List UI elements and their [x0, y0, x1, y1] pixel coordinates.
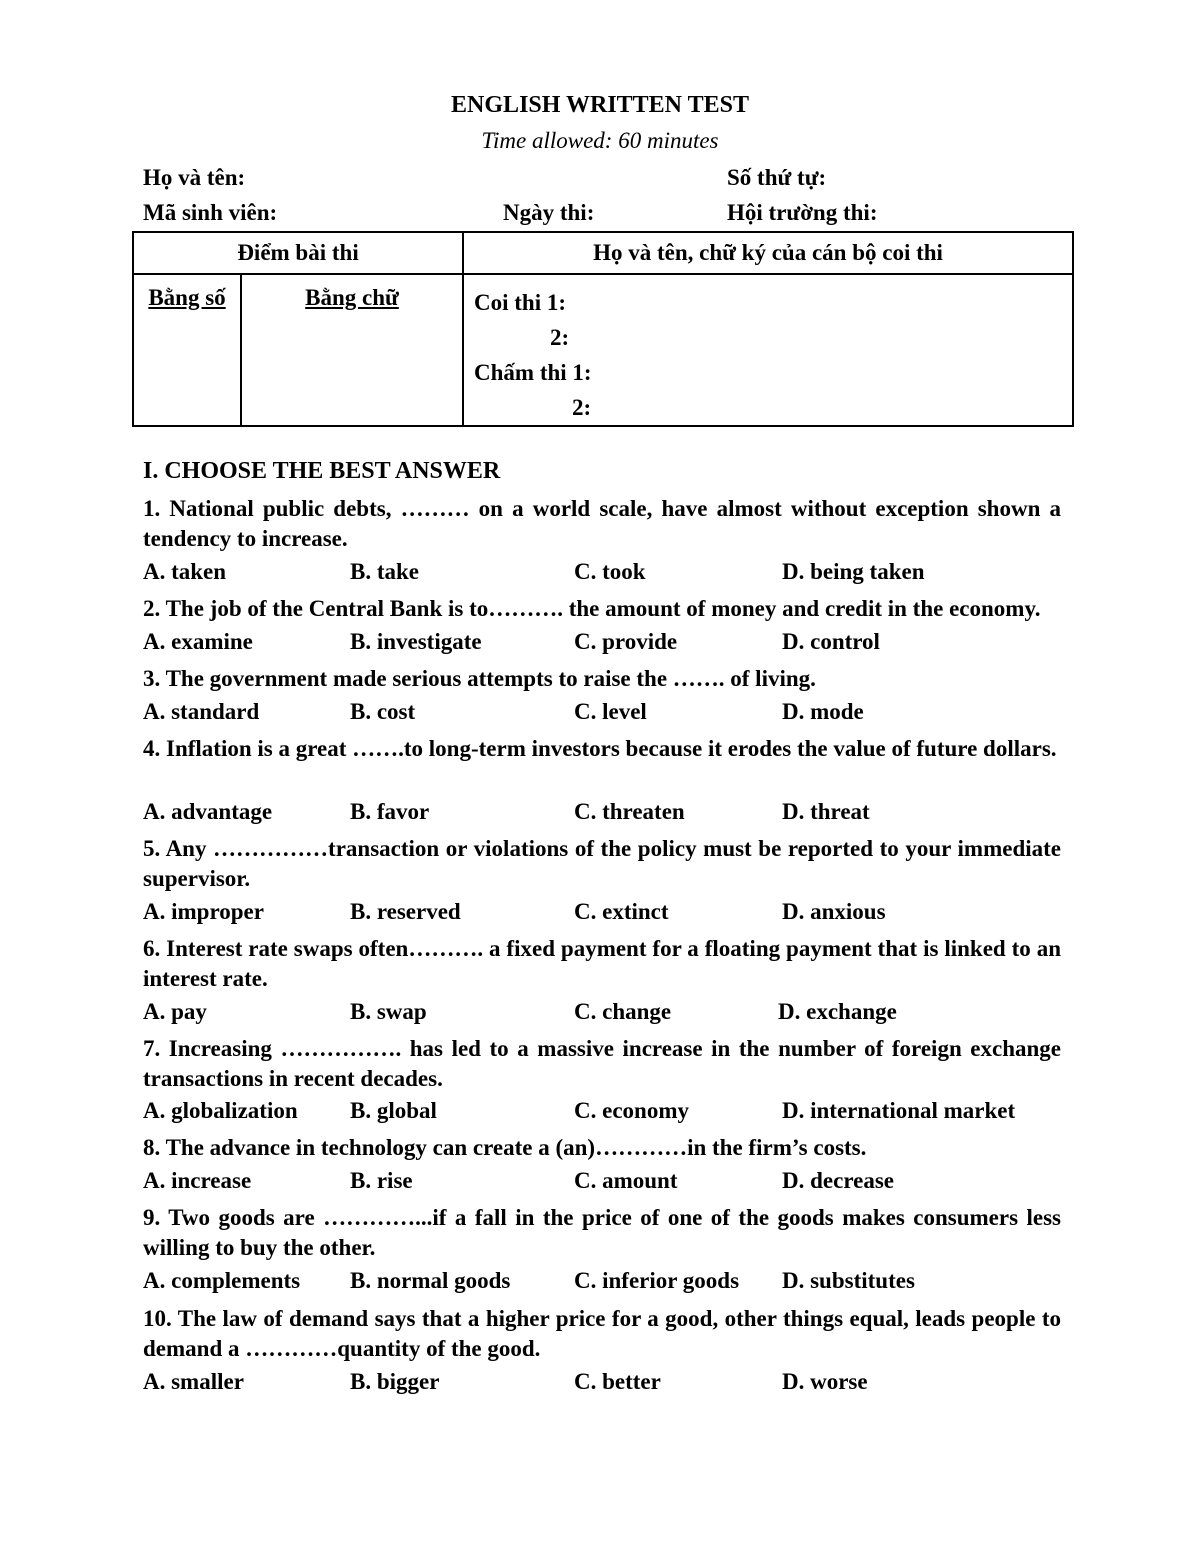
option-c: C. inferior goods — [574, 1268, 740, 1293]
option-b: B. favor — [350, 799, 430, 824]
option-d: D. substitutes — [782, 1268, 915, 1293]
question-text: 5. Any ……………transaction or violations of the policy must be reported to your immediate supervisor. — [143, 836, 1061, 891]
option-a: A. pay — [143, 999, 207, 1024]
question-text: 3. The government made serious attempts to raise the ……. of living. — [143, 666, 816, 691]
question-text: 6. Interest rate swaps often………. a fixed payment for a floating payment that is linked to an interest rate. — [143, 936, 1061, 991]
score-header: Điểm bài thi — [133, 232, 463, 274]
option-b: B. rise — [350, 1168, 413, 1193]
option-a: A. taken — [143, 559, 227, 584]
option-b: B. cost — [350, 699, 416, 724]
option-a: A. standard — [143, 699, 260, 724]
score-in-numbers-cell — [133, 274, 241, 426]
score-in-numbers-label: Bằng số — [148, 285, 226, 310]
option-a: A. improper — [143, 899, 264, 924]
option-b: B. normal goods — [350, 1268, 511, 1293]
name-field-label: Họ và tên: — [143, 165, 246, 190]
seq-field-label: Số thứ tự: — [727, 165, 827, 190]
option-a: A. globalization — [143, 1098, 298, 1123]
option-c: C. took — [574, 559, 646, 584]
option-b: B. take — [350, 559, 419, 584]
option-d: D. threat — [782, 799, 870, 824]
option-b: B. bigger — [350, 1369, 440, 1394]
option-c: C. threaten — [574, 799, 685, 824]
option-d: D. international market — [782, 1098, 1016, 1123]
option-a: A. smaller — [143, 1369, 244, 1394]
question-text: 9. Two goods are …………...if a fall in the price of one of the goods makes consumers less willing to buy the other. — [143, 1205, 1061, 1260]
option-a: A. increase — [143, 1168, 252, 1193]
option-b: B. reserved — [350, 899, 461, 924]
question-text: 4. Inflation is a great …….to long-term investors because it erodes the value of future dollars. — [143, 736, 1057, 761]
option-c: C. level — [574, 699, 647, 724]
marker-2-label: 2: — [572, 395, 592, 420]
grade-table — [132, 231, 1074, 427]
staff-signature-cell — [463, 274, 1073, 426]
page-title: ENGLISH WRITTEN TEST — [451, 92, 749, 118]
option-b: B. swap — [350, 999, 427, 1024]
option-d: D. being taken — [782, 559, 925, 584]
question-text: 10. The law of demand says that a higher price for a good, other things equal, leads people to demand a …………quantity of the good. — [143, 1306, 1061, 1361]
section-title: I. CHOOSE THE BEST ANSWER — [143, 458, 501, 484]
option-d: D. worse — [782, 1369, 868, 1394]
score-in-words-cell — [241, 274, 463, 426]
option-b: B. investigate — [350, 629, 482, 654]
option-c: C. extinct — [574, 899, 669, 924]
option-a: A. advantage — [143, 799, 273, 824]
invigilator-1-label: Coi thi 1: — [474, 290, 567, 315]
question-text: 8. The advance in technology can create a (an)…………in the firm’s costs. — [143, 1135, 867, 1160]
option-d: D. anxious — [782, 899, 886, 924]
score-in-words-label: Bằng chữ — [305, 285, 399, 310]
option-c: C. amount — [574, 1168, 678, 1193]
option-d: D. control — [782, 629, 880, 654]
exam-date-field-label: Ngày thi: — [503, 200, 595, 225]
option-c: C. economy — [574, 1098, 689, 1123]
option-d: D. decrease — [782, 1168, 894, 1193]
option-d: D. mode — [782, 699, 864, 724]
option-c: C. provide — [574, 629, 678, 654]
option-a: A. complements — [143, 1268, 301, 1293]
option-b: B. global — [350, 1098, 437, 1123]
marker-1-label: Chấm thi 1: — [474, 360, 592, 385]
option-d: D. exchange — [778, 999, 897, 1024]
question-text: 2. The job of the Central Bank is to………. the amount of money and credit in the economy. — [143, 596, 1041, 621]
time-allowed: Time allowed: 60 minutes — [481, 128, 719, 153]
exam-room-field-label: Hội trường thi: — [727, 200, 878, 225]
option-c: C. change — [574, 999, 672, 1024]
student-id-field-label: Mã sinh viên: — [143, 200, 278, 225]
question-text: 1. National public debts, ……… on a world scale, have almost without exception shown a tendency to increase. — [143, 496, 1061, 551]
invigilator-2-label: 2: — [550, 325, 570, 350]
staff-header: Họ và tên, chữ ký của cán bộ coi thi — [463, 232, 1073, 274]
question-text: 7. Increasing ……………. has led to a massive increase in the number of foreign exchange transactions in recent decades. — [143, 1036, 1061, 1091]
option-a: A. examine — [143, 629, 253, 654]
option-c: C. better — [574, 1369, 661, 1394]
